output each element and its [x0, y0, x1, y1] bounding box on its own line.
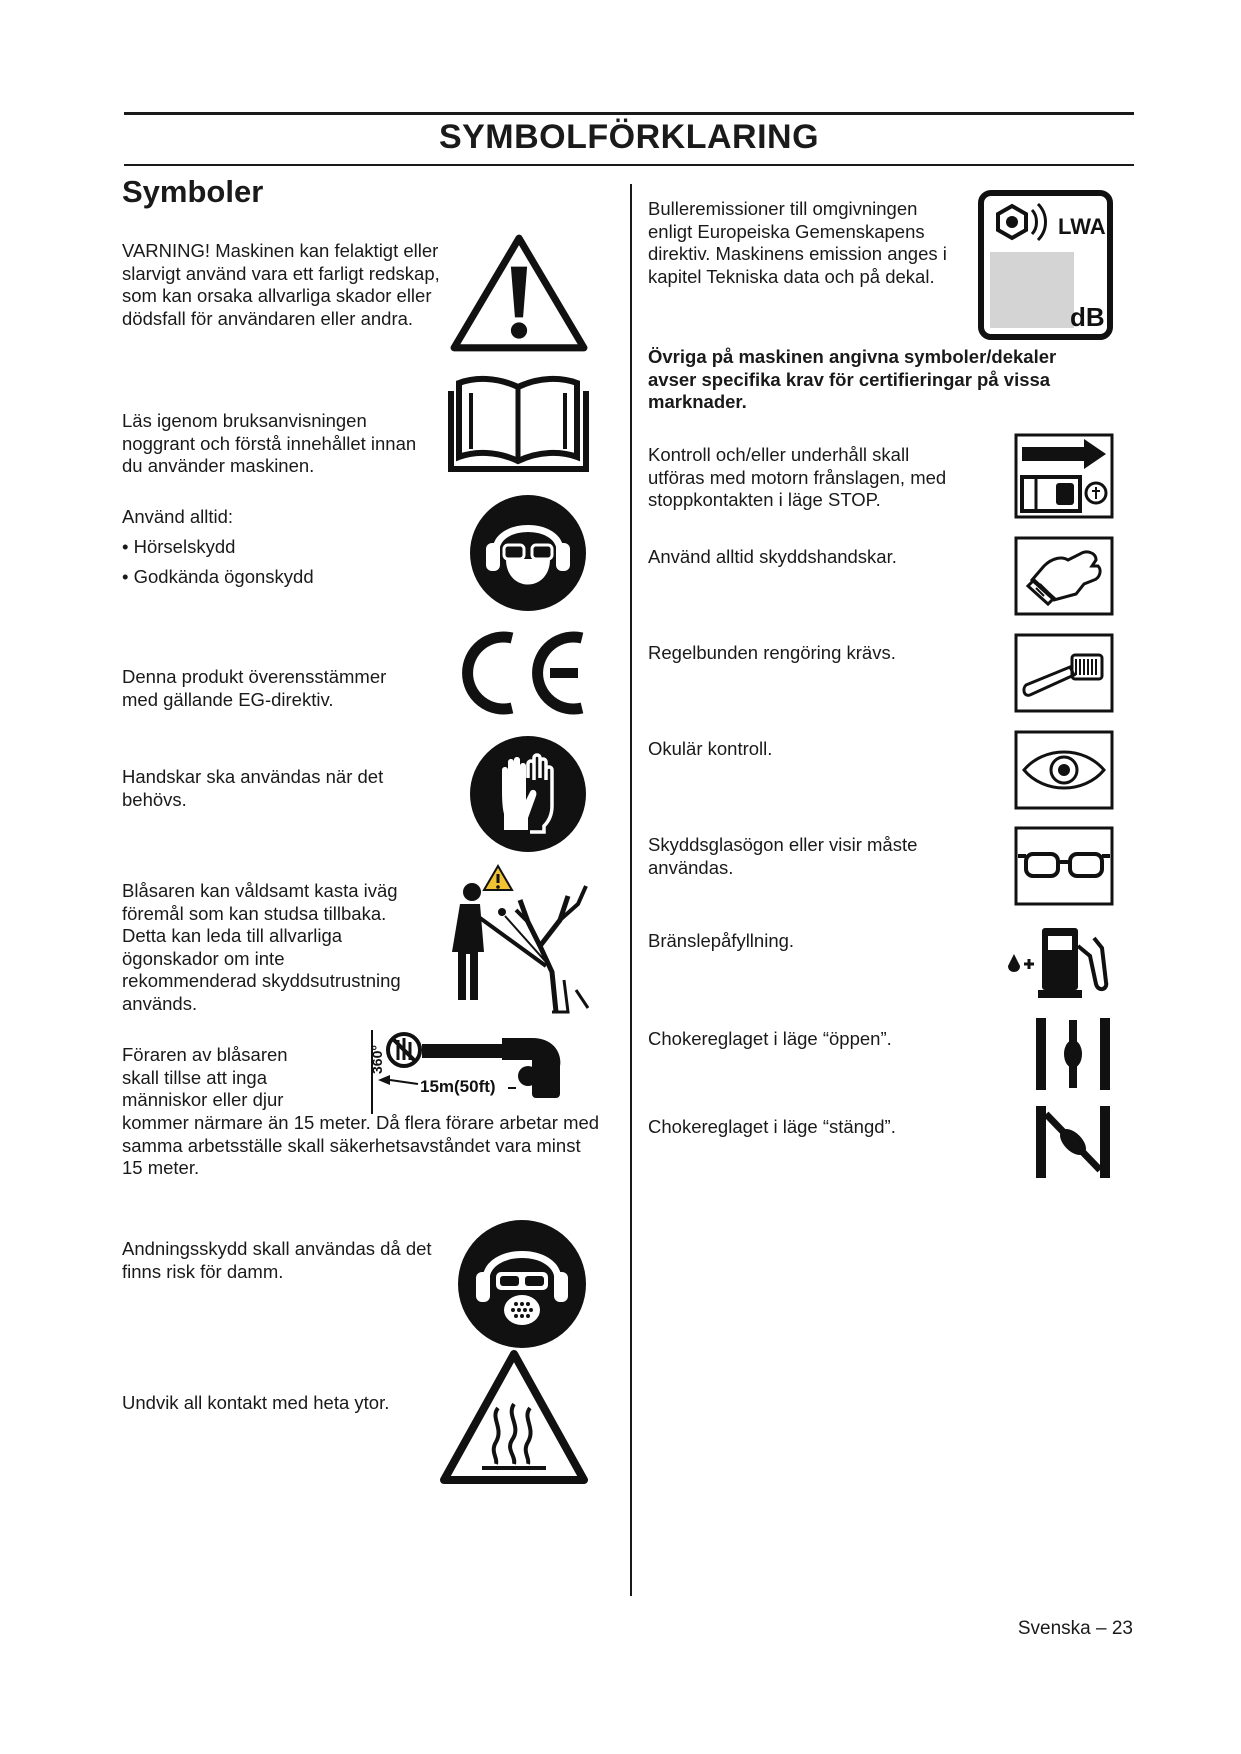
safety-distance-icon [356, 1026, 594, 1122]
respirator-text: Andningsskydd skall användas då det finns risk för damm. [122, 1238, 432, 1282]
cleaning-brush-icon [1014, 633, 1114, 713]
ppe-item: • Hörselskydd [122, 536, 236, 557]
eye-icon [1014, 730, 1114, 810]
header-bottom-rule [124, 164, 1134, 166]
warning-text: VARNING! Maskinen kan felaktigt eller slarvigt använd vara ett farligt redskap, som kan orsaka allvarliga skador eller dödsfall för användaren eller andra. [122, 240, 440, 329]
db-label: dB [1070, 302, 1105, 332]
distance-label: 15m(50ft) [420, 1077, 496, 1096]
cleaning-text: Regelbunden rengöring krävs. [648, 642, 896, 663]
book-icon [447, 375, 590, 475]
maintenance-text: Kontroll och/eller underhåll skall utföras med motorn frånslagen, med stoppkontakten i läge STOP. [648, 444, 947, 510]
ce-text: Denna produkt överensstämmer med gällande EG-direktiv. [122, 666, 387, 710]
choke-open-icon [1032, 1016, 1114, 1092]
gloves-text: Handskar ska användas när det behövs. [122, 766, 384, 810]
fuel-pump-icon [1000, 924, 1116, 1000]
header-top-rule [124, 112, 1134, 115]
section-heading: Symboler [122, 174, 264, 209]
visual-check-text: Okulär kontroll. [648, 738, 773, 759]
column-divider [630, 184, 632, 1596]
thrown-objects-icon [428, 862, 594, 1014]
hearing-eye-protection-icon [468, 493, 588, 613]
refuel-text: Bränslepåfyllning. [648, 930, 795, 951]
warning-triangle-icon [448, 232, 590, 354]
lwa-label: LWA [1058, 214, 1106, 239]
safety-glasses-icon [1014, 826, 1114, 906]
gloves-circle-icon [468, 734, 588, 854]
safety-glasses-text: Skyddsglasögon eller visir måste användas. [648, 834, 918, 878]
ppe-intro: Använd alltid: [122, 506, 234, 527]
protective-gloves-icon [1014, 536, 1114, 616]
engine-off-maintenance-icon [1014, 433, 1114, 519]
distance-text-bottom: kommer närmare än 15 meter. Då flera förare arbetar med samma arbetsställe skall säkerhetsavståndet vara minst 15 meter. [122, 1112, 600, 1178]
distance-angle-label: 360° [369, 1045, 385, 1074]
choke-closed-icon [1032, 1104, 1114, 1180]
hot-surface-text: Undvik all kontakt med heta ytor. [122, 1392, 390, 1413]
noise-emission-icon [978, 190, 1113, 340]
noise-text: Bulleremissioner till omgivningen enligt Europeiska Gemenskapens direktiv. Maskinens emission anges i kapitel Tekniska data och på dekal. [648, 198, 947, 287]
choke-closed-text: Chokereglaget i läge “stängd”. [648, 1116, 896, 1137]
manual-text: Läs igenom bruksanvisningen noggrant och förstå innehållet innan du använder maskinen. [122, 410, 417, 476]
choke-open-text: Chokereglaget i läge “öppen”. [648, 1028, 892, 1049]
ce-mark-icon [458, 628, 590, 718]
page-number: Svenska – 23 [1017, 1618, 1133, 1639]
gloves-right-text: Använd alltid skyddshandskar. [648, 546, 897, 567]
hot-surface-icon [438, 1348, 590, 1488]
ppe-item: • Godkända ögonskydd [122, 566, 314, 587]
thrown-objects-text: Blåsaren kan våldsamt kasta iväg föremål som kan studsa tillbaka. Detta kan leda till allvarliga ögonskador om inte rekommenderad skyddsutrustning används. [122, 880, 401, 1014]
page-title: SYMBOLFÖRKLARING [438, 118, 820, 156]
distance-text-top: Föraren av blåsaren skall tillse att inga människor eller djur [122, 1044, 288, 1110]
respirator-icon [456, 1218, 588, 1350]
other-symbols-heading: Övriga på maskinen angivna symboler/dekaler avser specifika krav för certifieringar på vissa marknader. [648, 346, 1057, 412]
